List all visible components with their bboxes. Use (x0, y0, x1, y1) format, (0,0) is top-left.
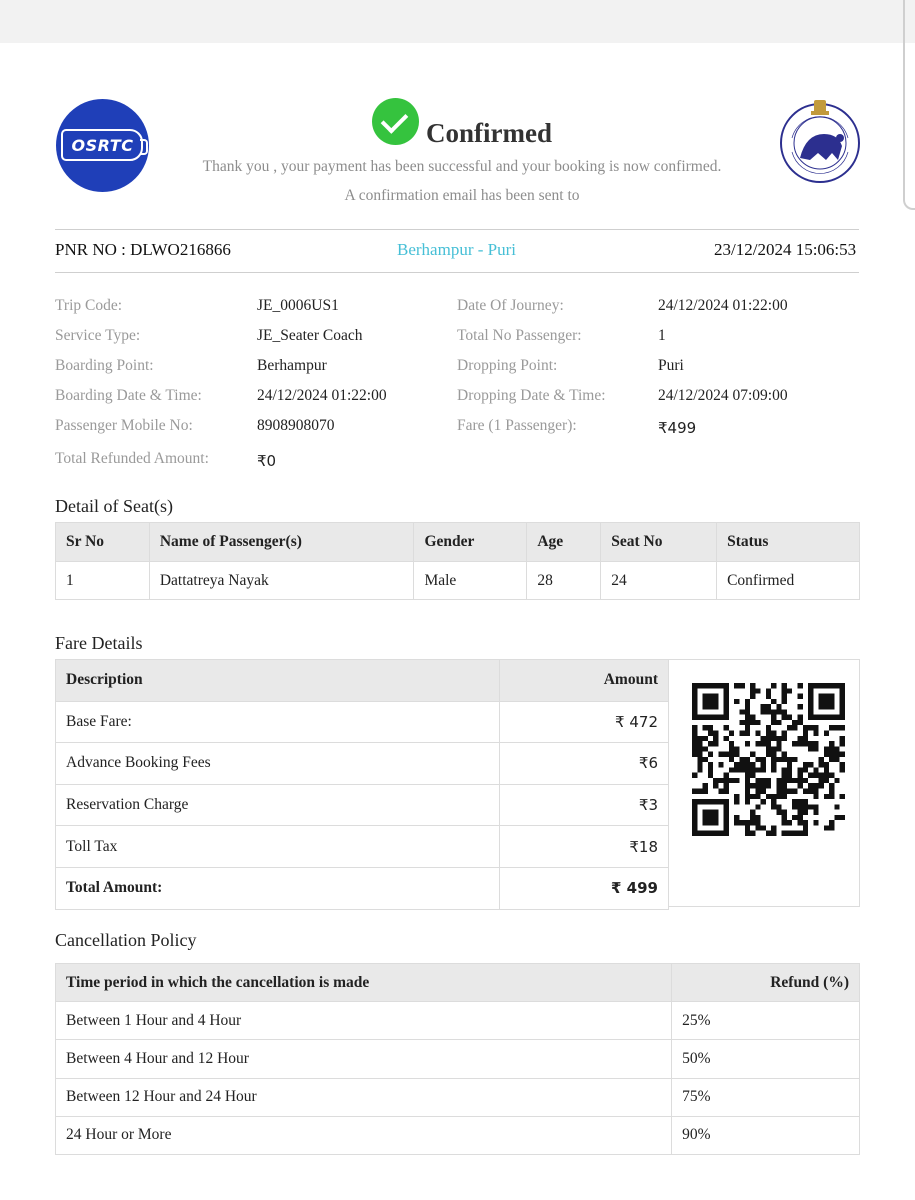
dropping-point-value: Puri (658, 357, 684, 374)
journey-date-value: 24/12/2024 01:22:00 (658, 297, 788, 314)
total-row (56, 867, 669, 909)
fare-value: ₹499 (658, 419, 697, 437)
table-row (56, 826, 669, 868)
journey-date-label: Date Of Journey: (457, 297, 564, 314)
email-message: A confirmation email has been sent to (344, 187, 580, 204)
total-amount: ₹ 499 (500, 867, 669, 909)
table-cell: Toll Tax (56, 826, 500, 868)
table-header-row (56, 523, 860, 562)
table-cell: ₹6 (500, 743, 669, 785)
table-cell: Advance Booking Fees (56, 743, 500, 785)
refunded-amount-label: Total Refunded Amount: (55, 450, 209, 467)
table-row (56, 701, 669, 743)
table-row (56, 1040, 860, 1078)
scrollbar[interactable] (903, 0, 915, 210)
table-row (56, 1078, 860, 1116)
table-cell: Confirmed (717, 562, 860, 600)
osrtc-logo (56, 99, 149, 192)
seat-details-table (55, 522, 860, 600)
table-cell: Between 1 Hour and 4 Hour (56, 1002, 672, 1040)
table-row (56, 1116, 860, 1154)
fare-details-title: Fare Details (55, 633, 143, 653)
status-title: Confirmed (426, 118, 552, 148)
table-cell: Reservation Charge (56, 784, 500, 826)
cancellation-policy-table (55, 963, 860, 1155)
dropping-point-label: Dropping Point: (457, 357, 558, 374)
table-cell: 24 Hour or More (56, 1116, 672, 1154)
table-cell: 1 (56, 562, 150, 600)
column-header: Sr No (56, 523, 150, 562)
table-cell: Between 12 Hour and 24 Hour (56, 1078, 672, 1116)
boarding-point-label: Boarding Point: (55, 357, 154, 374)
column-header: Name of Passenger(s) (149, 523, 414, 562)
table-cell: 75% (672, 1078, 860, 1116)
trip-code-label: Trip Code: (55, 297, 123, 314)
table-row (56, 562, 860, 600)
dropping-datetime-label: Dropping Date & Time: (457, 387, 606, 404)
table-cell: Male (414, 562, 527, 600)
success-message: Thank you , your payment has been successful and your booking is now confirmed. (202, 158, 722, 175)
odisha-emblem-logo (778, 98, 862, 184)
table-row (56, 743, 669, 785)
passenger-count-label: Total No Passenger: (457, 327, 582, 344)
booking-timestamp: 23/12/2024 15:06:53 (714, 240, 857, 259)
table-header-row (56, 964, 860, 1002)
service-type-value: JE_Seater Coach (257, 327, 363, 344)
table-cell: 28 (527, 562, 601, 600)
check-circle-icon (372, 98, 419, 145)
table-cell: ₹18 (500, 826, 669, 868)
column-header: Seat No (601, 523, 717, 562)
column-header: Time period in which the cancellation is made (56, 964, 672, 1002)
column-header: Age (527, 523, 601, 562)
table-cell: 25% (672, 1002, 860, 1040)
trip-code-value: JE_0006US1 (257, 297, 339, 314)
table-row (56, 784, 669, 826)
refunded-amount-value: ₹0 (257, 452, 277, 470)
mobile-value: 8908908070 (257, 417, 335, 434)
fare-details-table (55, 659, 669, 910)
table-row (56, 1002, 860, 1040)
fare-label: Fare (1 Passenger): (457, 417, 577, 434)
divider (55, 272, 859, 273)
cancellation-policy-title: Cancellation Policy (55, 930, 197, 950)
table-header-row (56, 660, 669, 702)
column-header: Description (56, 660, 500, 702)
table-cell: 24 (601, 562, 717, 600)
column-header: Status (717, 523, 860, 562)
passenger-count-value: 1 (658, 327, 666, 344)
seat-details-title: Detail of Seat(s) (55, 496, 173, 516)
divider (55, 229, 859, 230)
table-cell: 50% (672, 1040, 860, 1078)
total-label: Total Amount: (56, 867, 500, 909)
logo-text: OSRTC (71, 136, 134, 155)
boarding-point-value: Berhampur (257, 357, 327, 374)
route-name: Berhampur - Puri (397, 240, 516, 259)
service-type-label: Service Type: (55, 327, 141, 344)
qr-code-icon (692, 683, 845, 836)
column-header: Refund (%) (672, 964, 860, 1002)
boarding-datetime-value: 24/12/2024 01:22:00 (257, 387, 387, 404)
column-header: Gender (414, 523, 527, 562)
table-cell: ₹3 (500, 784, 669, 826)
dropping-datetime-value: 24/12/2024 07:09:00 (658, 387, 788, 404)
pnr-number: PNR NO : DLWO216866 (55, 240, 231, 259)
table-cell: ₹ 472 (500, 701, 669, 743)
column-header: Amount (500, 660, 669, 702)
browser-top-bar (0, 0, 915, 43)
table-cell: Base Fare: (56, 701, 500, 743)
table-cell: Between 4 Hour and 12 Hour (56, 1040, 672, 1078)
mobile-label: Passenger Mobile No: (55, 417, 193, 434)
table-cell: Dattatreya Nayak (149, 562, 414, 600)
table-cell: 90% (672, 1116, 860, 1154)
boarding-datetime-label: Boarding Date & Time: (55, 387, 202, 404)
